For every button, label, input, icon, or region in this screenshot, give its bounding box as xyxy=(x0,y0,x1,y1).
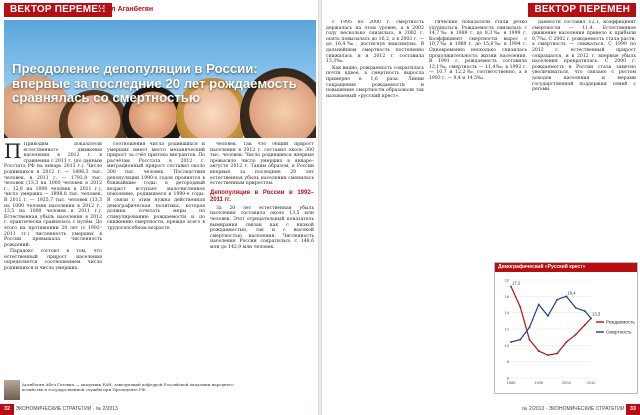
data-point xyxy=(556,353,558,355)
column-text: даемости составил 12,1, коэффициент смертности — 11,4. Естественное движение населения привело к прибыли 0,7‰. С 2002 г. рождаемость стала расти, а смертность — снижаться. С 1999 по 2012 г. естественный прирост сокращался, и в 2012 г. впервые убыль населения прекратилась. С 2000 г. рождаемость в России стала заметно увеличиваться, что связано с ростом доходов населения и мерами государственной поддержки семей с детьми. xyxy=(532,20,636,93)
text-column-1 xyxy=(4,142,102,352)
author-photo xyxy=(4,380,20,400)
y-tick-label: 18 xyxy=(504,277,509,283)
column-text: соотношения числа родившихся и умерших имеет место механический прирост за счёт притока мигрантов. По расчётам Росстата в 2012 г. миграционный прирост составил около 300 тыс. человек. Последствия депопуляции 1990-х годов проявятся в ближайшие годы: в детородный возраст вступает малочисленное поколение, родившееся в 1990-е годы. В связи с этим нужна действенная демографическая политика, которая должна сочетать меры по стимулированию рождаемости и по снижению смертности, прежде всего в трудоспособном возрасте. xyxy=(107,142,205,231)
right-footer xyxy=(322,404,640,415)
y-tick-label: 6 xyxy=(506,375,509,381)
right-page xyxy=(322,0,640,415)
text-column-2 xyxy=(107,142,205,378)
data-point xyxy=(556,299,558,301)
legend-label: Рождаемость xyxy=(606,319,635,325)
data-point xyxy=(510,286,512,288)
x-tick-label: 2012 xyxy=(586,380,596,385)
data-point xyxy=(575,334,577,336)
children-photo xyxy=(4,20,316,138)
left-page xyxy=(0,0,318,415)
data-point xyxy=(529,339,531,341)
data-point xyxy=(538,350,540,352)
author-note: Аганбегян Абел Гезевич — академик РАН, заведующий кафедрой Российской академии народного хозяйства и государственной службы при Президенте РФ. xyxy=(22,382,234,392)
column-text: Приводим показатели естественного движения населения в 2012 г. в сравнении с 2011 г. (по данным Росстата РФ на январь 2013 г.). Число родившихся в 2012 г. — 1896,3 тыс. человек, в 2011 г. — 1793,8 тыс. человек (13,3 на 1000 человек в 2012 г., 12,6 на 1000 человек в 2011 г.), число умерших — 1898,8 тыс. человек. В 2011 г. — 1925,7 тыс. человек (13,3 на 1000 человек населения в 2012 г., 13,5 на 1000 человек в 2011 г.). Естественная убыль населения в 2012 г. практически сравнялась с нулём. До этого на протяжении 20 лет (с 1992–2011 гг.) численность умерших в России превышала численность рождений. xyxy=(4,142,102,248)
data-label: 13,3 xyxy=(592,311,601,317)
page-number: 33 xyxy=(626,404,640,415)
left-footer xyxy=(0,404,318,415)
russian-cross-chart xyxy=(494,262,638,394)
chart-title: Демографический «Русский крест» xyxy=(495,263,637,272)
y-tick-label: 14 xyxy=(504,310,509,316)
section-rubric: ВЕКТОР ПЕРЕМЕН xyxy=(528,3,636,17)
y-tick-label: 16 xyxy=(504,293,509,299)
x-tick-label: 1995 xyxy=(534,380,544,385)
rubric-author: Абел Аганбегян xyxy=(98,6,154,13)
data-point xyxy=(547,354,549,356)
chart-canvas xyxy=(495,272,637,392)
y-tick-label: 12 xyxy=(504,326,509,332)
data-label: 16,4 xyxy=(567,290,576,296)
data-point xyxy=(519,339,521,341)
legend-label: Смертность xyxy=(606,329,632,335)
subheading: Депопуляция в России в 1992–2011 гг. xyxy=(210,189,314,203)
data-point xyxy=(565,295,567,297)
data-point xyxy=(519,306,521,308)
drop-cap: П xyxy=(4,142,22,163)
column-text: За 20 лет естественная убыль населения составила около 13,5 млн человек. Этот отрицательный показатель вымирания связан как с низкой рождаемостью, так и с высокой смертностью населения. Численность населения России сократилась с 148,6 млн до 142,9 млн человек. xyxy=(210,205,314,250)
footer-text: ЭКОНОМИЧЕСКИЕ СТРАТЕГИИ · № 2/2013 xyxy=(15,406,118,412)
column-text: человек. Так что общий прирост населения в 2012 г. составил около 300 тыс. человек. Число родившихся впервые превысило число умерших в январе–августе 2012 г. Таким образом, в России впервые за последние 20 лет естественная убыль населения сменилась естественным приростом. xyxy=(210,142,314,187)
data-point xyxy=(584,324,586,326)
x-tick-label: 1986 xyxy=(506,380,516,385)
text-column-1 xyxy=(326,20,424,392)
y-tick-label: 10 xyxy=(504,342,509,348)
footer-text: № 2/2013 · ЭКОНОМИЧЕСКИЕ СТРАТЕГИИ xyxy=(522,406,625,412)
data-point xyxy=(547,315,549,317)
data-point xyxy=(510,341,512,343)
text-column-3 xyxy=(210,142,314,378)
text-column-2 xyxy=(429,20,527,256)
text-column-3 xyxy=(532,20,636,256)
column-text: Как видно, рождаемость сократилась почти вдвое, а смертность выросла примерно в 1,6 раза. Линии сокращения рождаемости и повышения смертности образовали так называемый «русский крест». xyxy=(326,65,424,99)
data-point xyxy=(590,317,592,319)
y-tick-label: 8 xyxy=(506,359,509,365)
data-point xyxy=(584,310,586,312)
series-line-death xyxy=(511,296,591,342)
data-point xyxy=(565,341,567,343)
page-number: 32 xyxy=(0,404,14,415)
column-text: гические показатели стали резко ухудшаться. Рождаемость снизилась с 14,7‰ в 1989 г. до 8,3‰ в 1999 г. Коэффициент смертности вырос с 10,7‰ в 1989 г. до 15,6‰ в 1994 г. Одновременно несколько снизилась продолжительность жизни населения. В 1991 г. рождаемость составила 12,1‰, смертность — 11,4‰; в 1992 г. — 10,7 и 12,2‰ соответственно, а в 1993 г. — 9,4 и 14,5‰. xyxy=(429,20,527,81)
section-rubric: ВЕКТОР ПЕРЕМЕН xyxy=(4,3,112,17)
data-point xyxy=(538,304,540,306)
column-text: с 1995 по 2000 г. смертность держалась на этом уровне, а в 2002 году несколько снизилась, в 2002 г. опять повысилась до 16,2, а в 2003 г. — до 16,4‰, достигнув максимума. В дальнейшем смертность постепенно снижалась и в 2012 г. составила 13,3‰. xyxy=(326,20,424,65)
column-text: Парадокс состоит в том, что естественный прирост населения определяется соотношением числа родившихся и числа умерших. xyxy=(4,249,102,272)
x-tick-label: 2004 xyxy=(561,380,571,385)
data-point xyxy=(529,326,531,328)
data-point xyxy=(575,307,577,309)
article-title: Преодоление депопуляции в России: впервые за последние 20 лет рождаемость сравнялась со смертностью xyxy=(12,61,297,105)
series-line-birth xyxy=(511,287,591,356)
data-label: 17,2 xyxy=(512,280,521,286)
